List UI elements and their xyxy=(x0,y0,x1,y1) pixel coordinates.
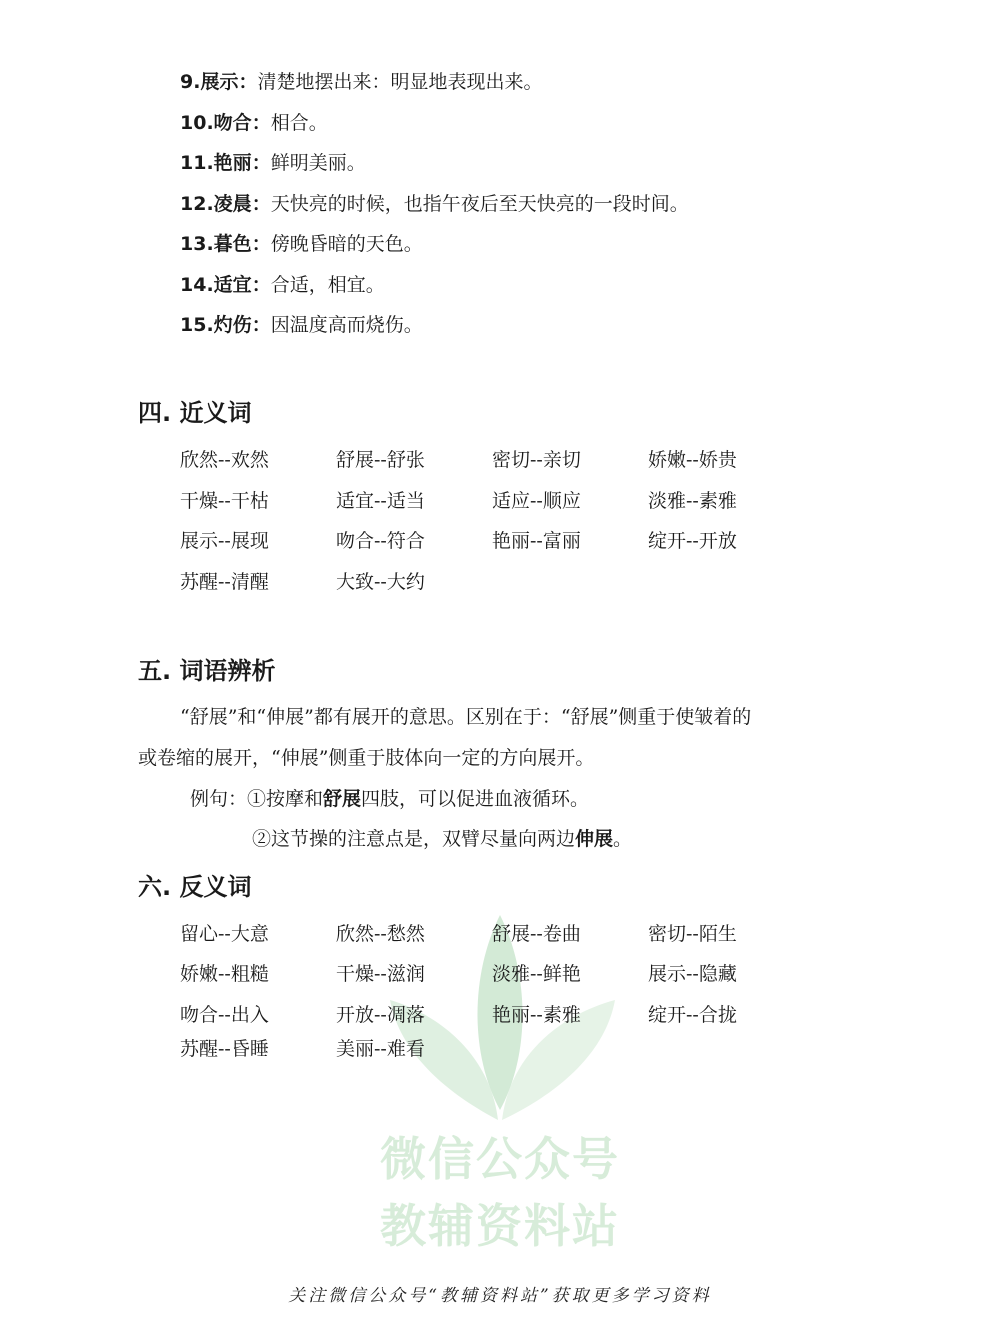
footer-promo-text: 关注微信公众号“教辅资料站”获取更多学习资料 xyxy=(288,1286,712,1306)
antonym-pair: 密切--陌生 xyxy=(648,923,737,945)
definition-item: 11.艳丽：鲜明美丽。 xyxy=(180,152,366,174)
example-sentence-1: 例句：①按摩和舒展四肢，可以促进血液循环。 xyxy=(190,788,590,810)
synonym-pair: 密切--亲切 xyxy=(492,449,581,471)
antonym-pair: 舒展--卷曲 xyxy=(492,923,581,945)
example-sentence-2: ②这节操的注意点是，双臂尽量向两边伸展。 xyxy=(252,828,633,850)
antonym-pair: 留心--大意 xyxy=(180,923,269,945)
synonym-pair: 舒展--舒张 xyxy=(336,449,425,471)
analysis-paragraph-line-2: 或卷缩的展开，“伸展”侧重于肢体向一定的方向展开。 xyxy=(138,747,595,769)
synonym-pair: 艳丽--富丽 xyxy=(492,530,581,552)
watermark xyxy=(360,905,640,1253)
synonym-pair: 适宜--适当 xyxy=(336,490,425,512)
synonym-pair: 欣然--欢然 xyxy=(180,449,269,471)
antonym-pair: 苏醒--昏睡 xyxy=(180,1038,269,1060)
antonym-pair: 开放--凋落 xyxy=(336,1004,425,1026)
antonym-pair: 欣然--愁然 xyxy=(336,923,425,945)
antonym-pair: 绽开--合拢 xyxy=(648,1004,737,1026)
watermark-text-1: 微信公众号 xyxy=(380,1132,620,1186)
definition-item: 13.暮色：傍晚昏暗的天色。 xyxy=(180,233,423,255)
synonym-pair: 娇嫩--娇贵 xyxy=(648,449,737,471)
antonym-pair: 美丽--难看 xyxy=(336,1038,425,1060)
section-heading-synonyms: 四. 近义词 xyxy=(138,399,252,427)
watermark-text-2: 教辅资料站 xyxy=(380,1199,620,1253)
synonym-pair: 展示--展现 xyxy=(180,530,269,552)
definition-item: 10.吻合：相合。 xyxy=(180,112,328,134)
synonym-pair: 适应--顺应 xyxy=(492,490,581,512)
section-heading-antonyms: 六. 反义词 xyxy=(138,873,252,901)
synonym-pair: 干燥--干枯 xyxy=(180,490,269,512)
antonym-pair: 艳丽--素雅 xyxy=(492,1004,581,1026)
analysis-paragraph-line-1: “舒展”和“伸展”都有展开的意思。区别在于：“舒展”侧重于使皱着的 xyxy=(180,706,752,728)
antonym-pair: 娇嫩--粗糙 xyxy=(180,963,269,985)
antonym-pair: 吻合--出入 xyxy=(180,1004,269,1026)
antonym-pair: 淡雅--鲜艳 xyxy=(492,963,581,985)
antonym-pair: 干燥--滋润 xyxy=(336,963,425,985)
definition-item: 9.展示：清楚地摆出来：明显地表现出来。 xyxy=(180,71,543,93)
definition-item: 14.适宜：合适，相宜。 xyxy=(180,274,385,296)
synonym-pair: 吻合--符合 xyxy=(336,530,425,552)
definition-item: 15.灼伤：因温度高而烧伤。 xyxy=(180,314,423,336)
synonym-pair: 淡雅--素雅 xyxy=(648,490,737,512)
synonym-pair: 大致--大约 xyxy=(336,571,425,593)
section-heading-analysis: 五. 词语辨析 xyxy=(138,657,276,685)
definition-item: 12.凌晨：天快亮的时候，也指午夜后至天快亮的一段时间。 xyxy=(180,193,689,215)
antonym-pair: 展示--隐藏 xyxy=(648,963,737,985)
synonym-pair: 苏醒--清醒 xyxy=(180,571,269,593)
synonym-pair: 绽开--开放 xyxy=(648,530,737,552)
